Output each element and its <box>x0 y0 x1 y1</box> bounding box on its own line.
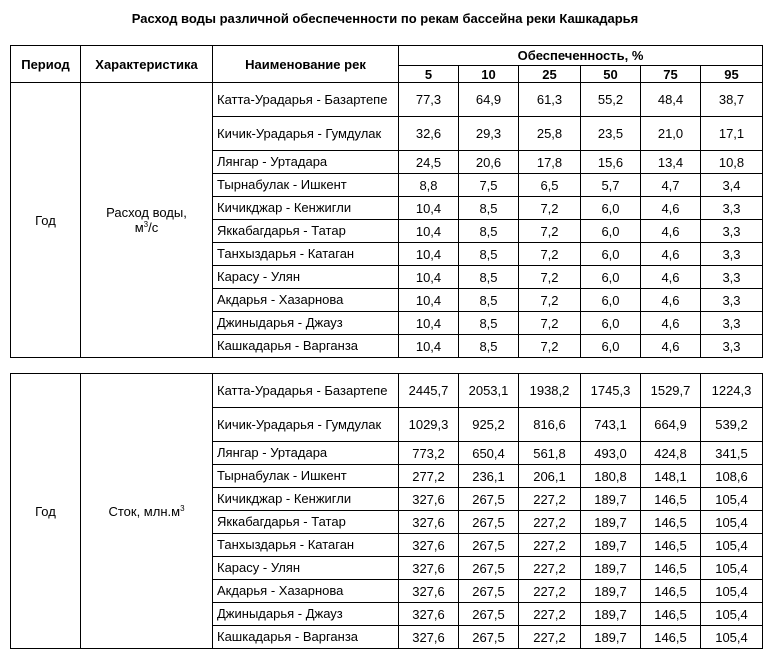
value-cell: 32,6 <box>399 117 459 151</box>
value-cell: 267,5 <box>459 534 519 557</box>
period-cell: Год <box>11 374 81 649</box>
header-row <box>11 46 763 66</box>
value-cell: 4,6 <box>641 266 701 289</box>
value-cell: 4,6 <box>641 220 701 243</box>
value-cell: 4,6 <box>641 243 701 266</box>
value-cell: 146,5 <box>641 557 701 580</box>
river-name-cell: Танхыздарья - Катаган <box>213 243 399 266</box>
value-cell: 1745,3 <box>581 374 641 408</box>
value-cell: 3,4 <box>701 174 763 197</box>
value-cell: 277,2 <box>399 465 459 488</box>
value-cell: 8,5 <box>459 289 519 312</box>
value-cell: 3,3 <box>701 243 763 266</box>
characteristic-cell <box>81 374 213 649</box>
value-cell: 20,6 <box>459 151 519 174</box>
river-name-cell: Яккабагдарья - Татар <box>213 220 399 243</box>
value-cell: 3,3 <box>701 220 763 243</box>
value-cell: 23,5 <box>581 117 641 151</box>
value-cell: 146,5 <box>641 511 701 534</box>
value-cell: 8,5 <box>459 243 519 266</box>
value-cell: 327,6 <box>399 534 459 557</box>
value-cell: 189,7 <box>581 557 641 580</box>
value-cell: 8,5 <box>459 220 519 243</box>
value-cell: 327,6 <box>399 511 459 534</box>
value-cell: 10,4 <box>399 312 459 335</box>
value-cell: 925,2 <box>459 408 519 442</box>
characteristic-label: Расход воды, <box>106 205 187 220</box>
flow-table <box>10 45 763 358</box>
value-cell: 3,3 <box>701 266 763 289</box>
unit-tail: /с <box>148 220 159 235</box>
value-cell: 267,5 <box>459 580 519 603</box>
river-name-cell: Карасу - Улян <box>213 266 399 289</box>
value-cell: 227,2 <box>519 603 581 626</box>
value-cell: 227,2 <box>519 557 581 580</box>
value-cell: 77,3 <box>399 83 459 117</box>
river-name-cell: Кашкадарья - Варганза <box>213 335 399 358</box>
value-cell: 21,0 <box>641 117 701 151</box>
value-cell: 189,7 <box>581 626 641 649</box>
value-cell: 8,5 <box>459 312 519 335</box>
value-cell: 327,6 <box>399 488 459 511</box>
value-cell: 227,2 <box>519 488 581 511</box>
value-cell: 6,0 <box>581 335 641 358</box>
value-cell: 4,6 <box>641 312 701 335</box>
river-name-cell: Катта-Урадарья - Базартепе <box>213 374 399 408</box>
value-cell: 3,3 <box>701 312 763 335</box>
value-cell: 6,0 <box>581 243 641 266</box>
percent-header: 50 <box>581 66 641 83</box>
value-cell: 424,8 <box>641 442 701 465</box>
value-cell: 4,6 <box>641 289 701 312</box>
value-cell: 24,5 <box>399 151 459 174</box>
value-cell: 105,4 <box>701 557 763 580</box>
value-cell: 105,4 <box>701 534 763 557</box>
value-cell: 227,2 <box>519 580 581 603</box>
percent-header: 10 <box>459 66 519 83</box>
value-cell: 341,5 <box>701 442 763 465</box>
value-cell: 17,8 <box>519 151 581 174</box>
value-cell: 189,7 <box>581 580 641 603</box>
runoff-table <box>10 373 763 649</box>
value-cell: 5,7 <box>581 174 641 197</box>
value-cell: 539,2 <box>701 408 763 442</box>
value-cell: 6,0 <box>581 312 641 335</box>
value-cell: 6,0 <box>581 197 641 220</box>
value-cell: 15,6 <box>581 151 641 174</box>
unit-superscript: 3 <box>143 220 149 229</box>
value-cell: 6,5 <box>519 174 581 197</box>
value-cell: 38,7 <box>701 83 763 117</box>
value-cell: 17,1 <box>701 117 763 151</box>
value-cell: 148,1 <box>641 465 701 488</box>
value-cell: 267,5 <box>459 488 519 511</box>
percent-header: 25 <box>519 66 581 83</box>
river-name-cell: Джиныдарья - Джауз <box>213 603 399 626</box>
characteristic-label: Сток, млн.м <box>108 503 181 519</box>
table-gap <box>10 356 762 372</box>
value-cell: 6,0 <box>581 289 641 312</box>
value-cell: 29,3 <box>459 117 519 151</box>
value-cell: 773,2 <box>399 442 459 465</box>
river-name-cell: Яккабагдарья - Татар <box>213 511 399 534</box>
river-name-cell: Лянгар - Уртадара <box>213 151 399 174</box>
table-row <box>11 83 763 117</box>
value-cell: 6,0 <box>581 266 641 289</box>
value-cell: 3,3 <box>701 289 763 312</box>
value-cell: 1938,2 <box>519 374 581 408</box>
value-cell: 561,8 <box>519 442 581 465</box>
river-name-cell: Танхыздарья - Катаган <box>213 534 399 557</box>
river-name-cell: Тырнабулак - Ишкент <box>213 174 399 197</box>
value-cell: 1224,3 <box>701 374 763 408</box>
value-cell: 10,4 <box>399 266 459 289</box>
value-cell: 7,2 <box>519 289 581 312</box>
river-name-cell: Лянгар - Уртадара <box>213 442 399 465</box>
value-cell: 267,5 <box>459 603 519 626</box>
value-cell: 816,6 <box>519 408 581 442</box>
value-cell: 7,5 <box>459 174 519 197</box>
value-cell: 8,5 <box>459 335 519 358</box>
value-cell: 105,4 <box>701 511 763 534</box>
percent-header: 5 <box>399 66 459 83</box>
value-cell: 493,0 <box>581 442 641 465</box>
value-cell: 13,4 <box>641 151 701 174</box>
value-cell: 267,5 <box>459 511 519 534</box>
river-name-cell: Кашкадарья - Варганза <box>213 626 399 649</box>
value-cell: 664,9 <box>641 408 701 442</box>
percent-header: 95 <box>701 66 763 83</box>
river-name-cell: Кичик-Урадарья - Гумдулак <box>213 408 399 442</box>
value-cell: 7,2 <box>519 335 581 358</box>
value-cell: 227,2 <box>519 534 581 557</box>
value-cell: 64,9 <box>459 83 519 117</box>
value-cell: 105,4 <box>701 603 763 626</box>
value-cell: 236,1 <box>459 465 519 488</box>
river-name-cell: Кичикджар - Кенжигли <box>213 197 399 220</box>
value-cell: 8,8 <box>399 174 459 197</box>
value-cell: 10,4 <box>399 243 459 266</box>
value-cell: 108,6 <box>701 465 763 488</box>
value-cell: 146,5 <box>641 488 701 511</box>
value-cell: 227,2 <box>519 511 581 534</box>
river-name-cell: Тырнабулак - Ишкент <box>213 465 399 488</box>
value-cell: 1029,3 <box>399 408 459 442</box>
value-cell: 743,1 <box>581 408 641 442</box>
page-title: Расход воды различной обеспеченности по рекам бассейна реки Кашкадарья <box>131 11 639 26</box>
value-cell: 10,4 <box>399 289 459 312</box>
value-cell: 267,5 <box>459 626 519 649</box>
value-cell: 7,2 <box>519 220 581 243</box>
value-cell: 1529,7 <box>641 374 701 408</box>
value-cell: 146,5 <box>641 603 701 626</box>
value-cell: 146,5 <box>641 626 701 649</box>
value-cell: 189,7 <box>581 488 641 511</box>
value-cell: 7,2 <box>519 266 581 289</box>
river-name-cell: Кичикджар - Кенжигли <box>213 488 399 511</box>
value-cell: 55,2 <box>581 83 641 117</box>
value-cell: 227,2 <box>519 626 581 649</box>
value-cell: 327,6 <box>399 626 459 649</box>
value-cell: 61,3 <box>519 83 581 117</box>
value-cell: 10,8 <box>701 151 763 174</box>
period-header: Период <box>11 46 81 83</box>
value-cell: 267,5 <box>459 557 519 580</box>
unit-label: м <box>134 220 144 235</box>
value-cell: 105,4 <box>701 580 763 603</box>
value-cell: 10,4 <box>399 220 459 243</box>
river-name-cell: Акдарья - Хазарнова <box>213 289 399 312</box>
river-name-cell: Акдарья - Хазарнова <box>213 580 399 603</box>
value-cell: 327,6 <box>399 603 459 626</box>
value-cell: 146,5 <box>641 534 701 557</box>
value-cell: 2445,7 <box>399 374 459 408</box>
value-cell: 2053,1 <box>459 374 519 408</box>
value-cell: 7,2 <box>519 197 581 220</box>
river-header: Наименование рек <box>213 46 399 83</box>
value-cell: 7,2 <box>519 243 581 266</box>
value-cell: 3,3 <box>701 197 763 220</box>
value-cell: 189,7 <box>581 603 641 626</box>
value-cell: 4,6 <box>641 197 701 220</box>
river-name-cell: Кичик-Урадарья - Гумдулак <box>213 117 399 151</box>
river-name-cell: Карасу - Улян <box>213 557 399 580</box>
value-cell: 25,8 <box>519 117 581 151</box>
value-cell: 48,4 <box>641 83 701 117</box>
value-cell: 180,8 <box>581 465 641 488</box>
supply-header: Обеспеченность, % <box>399 46 763 66</box>
value-cell: 650,4 <box>459 442 519 465</box>
percent-header: 75 <box>641 66 701 83</box>
value-cell: 6,0 <box>581 220 641 243</box>
value-cell: 3,3 <box>701 335 763 358</box>
unit-superscript: 3 <box>180 503 185 513</box>
value-cell: 327,6 <box>399 580 459 603</box>
value-cell: 7,2 <box>519 312 581 335</box>
value-cell: 206,1 <box>519 465 581 488</box>
period-cell: Год <box>11 83 81 358</box>
value-cell: 189,7 <box>581 534 641 557</box>
table-row <box>11 374 763 408</box>
value-cell: 327,6 <box>399 557 459 580</box>
value-cell: 8,5 <box>459 266 519 289</box>
river-name-cell: Джиныдарья - Джауз <box>213 312 399 335</box>
value-cell: 146,5 <box>641 580 701 603</box>
river-name-cell: Катта-Урадарья - Базартепе <box>213 83 399 117</box>
value-cell: 105,4 <box>701 626 763 649</box>
value-cell: 10,4 <box>399 197 459 220</box>
value-cell: 189,7 <box>581 511 641 534</box>
value-cell: 4,6 <box>641 335 701 358</box>
characteristic-header: Характеристика <box>81 46 213 83</box>
value-cell: 10,4 <box>399 335 459 358</box>
value-cell: 105,4 <box>701 488 763 511</box>
value-cell: 8,5 <box>459 197 519 220</box>
value-cell: 4,7 <box>641 174 701 197</box>
characteristic-cell <box>81 83 213 358</box>
